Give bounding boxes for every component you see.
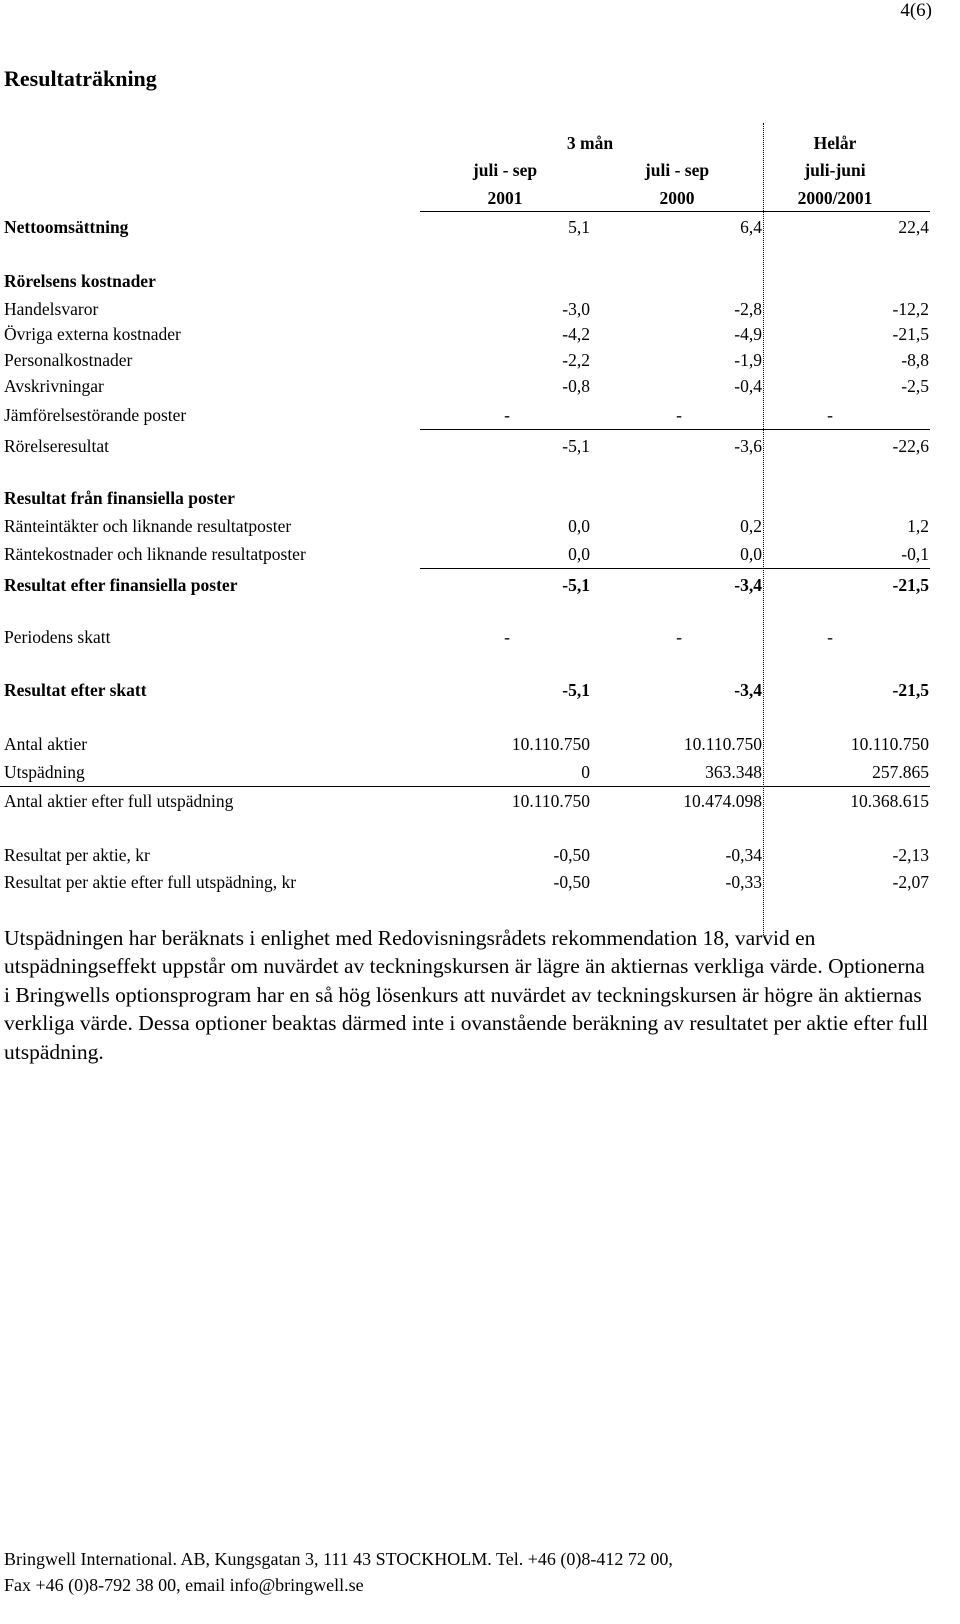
value-col2: 10.110.750	[683, 734, 762, 754]
row-nettoomsattning	[0, 217, 960, 243]
value-col3: -8,8	[901, 350, 929, 370]
row-avskrivningar	[0, 376, 960, 402]
header-rule	[420, 211, 930, 212]
row-jamforelsestorande	[0, 405, 960, 431]
value-col2: 10.474.098	[683, 791, 762, 811]
value-col2: -	[676, 627, 682, 647]
value-col1: -5,1	[562, 436, 590, 456]
header-year-2: 2000	[659, 188, 695, 208]
value-col3: -21,5	[892, 575, 929, 595]
header-3man: 3 mån	[566, 133, 614, 153]
value-col3: -21,5	[892, 680, 929, 700]
value-col2: 0,2	[740, 516, 762, 536]
header-period-1: juli - sep	[472, 160, 538, 180]
row-resultat-finansiella-header	[0, 488, 960, 514]
value-col1: -2,2	[562, 350, 590, 370]
value-col1: -5,1	[562, 680, 590, 700]
row-rorelseresultat	[0, 436, 960, 462]
value-col1: 10.110.750	[511, 734, 590, 754]
row-label: Resultat per aktie, kr	[4, 845, 150, 865]
row-periodens-skatt	[0, 627, 960, 653]
row-label: Resultat per aktie efter full utspädning, kr	[4, 872, 297, 892]
header-year-3: 2000/2001	[797, 188, 873, 208]
value-col2: -0,34	[725, 845, 762, 865]
row-rorelsens-kostnader	[0, 271, 960, 297]
header-helar: Helår	[813, 133, 857, 153]
value-col3: -2,13	[892, 845, 929, 865]
value-col3: -	[827, 405, 833, 425]
value-col2: 363.348	[705, 762, 762, 782]
value-col2: -3,6	[734, 436, 762, 456]
value-col2: -1,9	[734, 350, 762, 370]
row-label: Antal aktier	[4, 734, 88, 754]
row-resultat-efter-skatt	[0, 680, 960, 706]
row-label: Räntekostnader och liknande resultatposter	[4, 544, 306, 564]
value-col3: -0,1	[901, 544, 929, 564]
value-col2: -0,33	[725, 872, 762, 892]
row-handelsvaror	[0, 299, 960, 325]
row-label: Avskrivningar	[4, 376, 104, 396]
row-label: Resultat efter skatt	[4, 680, 147, 700]
value-col3: -2,5	[901, 376, 929, 396]
page-title: Resultaträkning	[4, 66, 157, 91]
value-col2: -0,4	[734, 376, 762, 396]
footer	[4, 1547, 934, 1598]
header-year-1: 2001	[487, 188, 523, 208]
row-label: Personalkostnader	[4, 350, 133, 370]
value-col1: -3,0	[562, 299, 590, 319]
footer-contact: Fax +46 (0)8-792 38 00, email info@bringwell.se	[4, 1574, 364, 1595]
value-col3: -	[827, 627, 833, 647]
section-heading: Rörelsens kostnader	[4, 271, 156, 291]
value-col2: -3,4	[734, 575, 762, 595]
value-col1: 5,1	[568, 217, 590, 237]
row-label: Ränteintäkter och liknande resultatposter	[4, 516, 292, 536]
value-col3: -2,07	[892, 872, 929, 892]
row-label: Övriga externa kostnader	[4, 324, 181, 344]
value-col3: 10.110.750	[850, 734, 929, 754]
header-period-2: juli - sep	[644, 160, 710, 180]
footer-address: Bringwell International. AB, Kungsgatan 3, 111 43 STOCKHOLM. Tel. +46 (0)8-412 72 00,	[4, 1549, 673, 1569]
value-col1: 10.110.750	[511, 791, 590, 811]
value-col3: 257.865	[872, 762, 929, 782]
row-label: Resultat efter finansiella poster	[4, 575, 238, 595]
value-col2: 0,0	[740, 544, 762, 564]
row-antal-aktier-full	[0, 791, 960, 817]
row-rantekostnader	[0, 544, 960, 570]
value-col3: 10.368.615	[850, 791, 929, 811]
row-label: Periodens skatt	[4, 627, 111, 647]
value-col1: -5,1	[562, 575, 590, 595]
row-label: Antal aktier efter full utspädning	[4, 791, 234, 811]
value-col3: 1,2	[907, 516, 929, 536]
row-label: Nettoomsättning	[4, 217, 129, 237]
header-period-3: juli-juni	[804, 160, 866, 180]
value-col1: 0,0	[568, 544, 590, 564]
subtotal-rule	[420, 568, 930, 569]
value-col1: 0	[581, 762, 590, 782]
section-heading: Resultat från finansiella poster	[4, 488, 235, 508]
value-col2: -3,4	[734, 680, 762, 700]
row-label: Rörelseresultat	[4, 436, 109, 456]
row-resultat-per-aktie	[0, 845, 960, 871]
row-label: Utspädning	[4, 762, 85, 782]
value-col2: -4,9	[734, 324, 762, 344]
subtotal-rule	[0, 786, 930, 787]
row-ranteintakter	[0, 516, 960, 542]
row-label: Jämförelsestörande poster	[4, 405, 187, 425]
row-resultat-per-aktie-full	[0, 872, 960, 898]
value-col3: -22,6	[892, 436, 929, 456]
value-col1: -4,2	[562, 324, 590, 344]
page-number: 4(6)	[900, 0, 932, 21]
value-col2: -	[676, 405, 682, 425]
row-personalkostnader	[0, 350, 960, 376]
value-col3: 22,4	[898, 217, 929, 237]
value-col1: -0,50	[553, 845, 590, 865]
row-antal-aktier	[0, 734, 960, 760]
value-col1: -	[504, 405, 510, 425]
value-col2: 6,4	[740, 217, 762, 237]
subtotal-rule	[420, 429, 930, 430]
value-col1: -0,8	[562, 376, 590, 396]
value-col3: -12,2	[892, 299, 929, 319]
row-utspadning	[0, 762, 960, 788]
row-ovriga-externa	[0, 324, 960, 350]
row-label: Handelsvaror	[4, 299, 99, 319]
value-col3: -21,5	[892, 324, 929, 344]
value-col1: 0,0	[568, 516, 590, 536]
value-col2: -2,8	[734, 299, 762, 319]
row-resultat-efter-finansiella	[0, 575, 960, 601]
value-col1: -0,50	[553, 872, 590, 892]
explanatory-paragraph: Utspädningen har beräknats i enlighet med Redovisningsrådets rekommendation 18, varvid en utspädningseffekt uppstår om nuvärdet av teckningskursen är lägre än aktiernas verkliga värde. Optionerna i Bringwells optionsprogram har en så hög lösenkurs att nuvärdet av teckningskursen är högre än aktiernas verkliga värde. Dessa optioner beaktas därmed inte i ovanstående beräkning av resultatet per aktie efter full utspädning.	[4, 926, 929, 1064]
value-col1: -	[504, 627, 510, 647]
